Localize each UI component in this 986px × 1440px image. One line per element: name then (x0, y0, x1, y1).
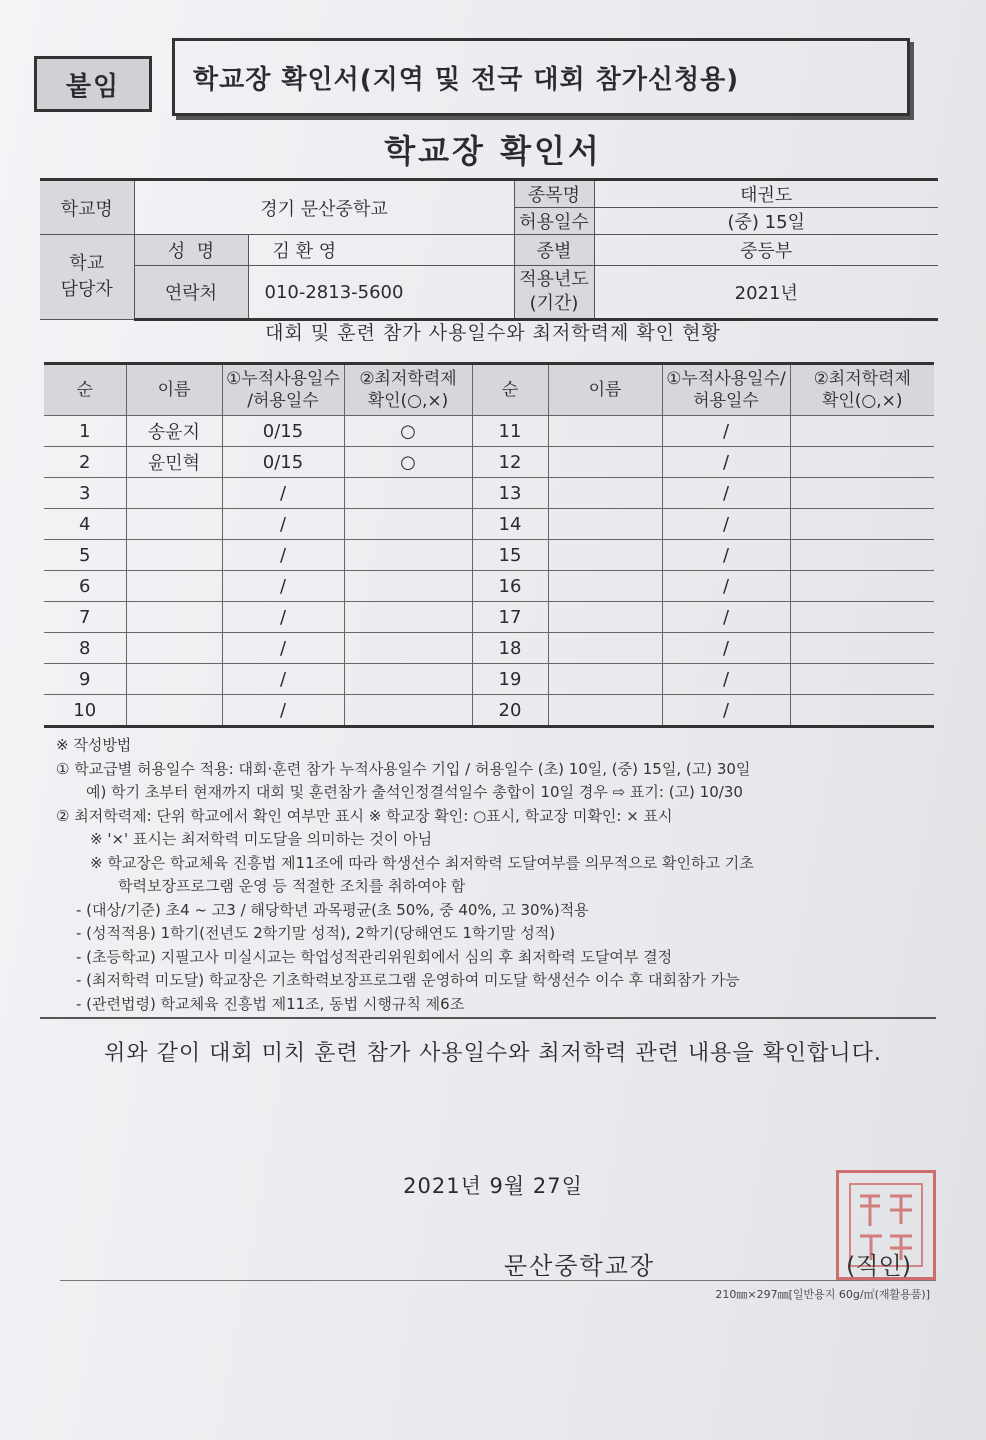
table-cell: / (662, 695, 790, 727)
note-line: - (최저학력 미도달) 학교장은 기초학력보장프로그램 운영하여 미도달 학생선수 이수 후 대회참가 가능 (76, 971, 740, 989)
table-cell (548, 447, 662, 478)
note-line: - (대상/기준) 초4 ~ 고3 / 해당학년 과목평균(초 50%, 중 40%, 고 30%)적용 (76, 900, 589, 919)
table-cell: / (222, 478, 344, 509)
table-cell: / (222, 509, 344, 540)
instructions (56, 734, 936, 1016)
table-cell (790, 447, 934, 478)
table-cell: / (662, 633, 790, 664)
table-row (44, 633, 934, 664)
table-cell (344, 633, 472, 664)
table-header-cell: 이름 (126, 364, 222, 416)
table-cell (126, 695, 222, 727)
table-cell (126, 478, 222, 509)
table-cell: 송윤지 (126, 416, 222, 447)
table-cell: 3 (44, 478, 126, 509)
table-cell (548, 664, 662, 695)
table-cell: 10 (44, 695, 126, 727)
table-cell: 12 (472, 447, 548, 478)
contact-value: 010-2813-5600 (248, 266, 514, 320)
footer-divider (60, 1280, 936, 1281)
event-label: 종목명 (514, 180, 594, 208)
table-cell: / (662, 478, 790, 509)
table-cell: 2 (44, 447, 126, 478)
table-header-cell: ②최저학력제 확인(○,×) (344, 364, 472, 416)
year-value: 2021년 (594, 266, 938, 320)
school-name-label: 학교명 (40, 180, 134, 235)
table-cell: ○ (344, 416, 472, 447)
table-cell: 6 (44, 571, 126, 602)
table-cell (548, 602, 662, 633)
table-cell: 0/15 (222, 416, 344, 447)
table-row (44, 540, 934, 571)
table-cell: / (662, 509, 790, 540)
note-line: - (관련법령) 학교체육 진흥법 제11조, 동법 시행규칙 제6조 (76, 994, 465, 1013)
table-cell (344, 509, 472, 540)
table-cell (548, 695, 662, 727)
table-row (44, 447, 934, 478)
participation-table (44, 362, 934, 728)
table-cell: 1 (44, 416, 126, 447)
section-title: 대회 및 훈련 참가 사용일수와 최저학력제 확인 현황 (265, 322, 721, 344)
table-cell: 8 (44, 633, 126, 664)
table-cell: 윤민혁 (126, 447, 222, 478)
school-manager-label: 학교 담당자 (40, 235, 134, 320)
table-cell (790, 633, 934, 664)
table-cell (790, 664, 934, 695)
form-title: 학교장 확인서(지역 및 전국 대회 참가신청용) (172, 38, 910, 116)
note-line: 학력보장프로그램 운영 등 적절한 조치를 취하여야 함 (118, 877, 466, 895)
table-cell (126, 540, 222, 571)
note-line: ※ '×' 표시는 최저학력 미도달을 의미하는 것이 아님 (90, 830, 433, 848)
table-cell (126, 664, 222, 695)
event-value: 태권도 (594, 180, 938, 208)
confirmation-statement: 위와 같이 대회 미치 훈련 참가 사용일수와 최저학력 관련 내용을 확인합니다. (104, 1041, 882, 1066)
table-header-row (44, 364, 934, 416)
note-line: ① 학교급별 허용일수 적용: 대회·훈련 참가 누적사용일수 기입 / 허용일수 (초) 10일, (중) 15일, (고) 30일 (56, 759, 751, 778)
table-cell: 13 (472, 478, 548, 509)
table-cell (790, 509, 934, 540)
table-cell: / (222, 540, 344, 571)
table-cell (790, 602, 934, 633)
table-cell (548, 509, 662, 540)
table-cell: 7 (44, 602, 126, 633)
table-cell: 14 (472, 509, 548, 540)
category-value: 중등부 (594, 235, 938, 266)
table-cell: 0/15 (222, 447, 344, 478)
note-line: ※ 작성방법 (56, 736, 132, 754)
allowed-days-label: 허용일수 (514, 208, 594, 235)
table-cell: / (222, 571, 344, 602)
attachment-label: 붙임 (34, 56, 152, 112)
table-cell: 15 (472, 540, 548, 571)
table-cell (344, 602, 472, 633)
manager-name-value: 김 환 영 (248, 235, 514, 266)
note-line: 예) 학기 초부터 현재까지 대회 및 훈련참가 출석인정결석일수 총합이 10일 경우 ⇨ 표기: (고) 10/30 (86, 783, 743, 801)
note-line: ② 최저학력제: 단위 학교에서 확인 여부만 표시 ※ 학교장 확인: ○표시, 학교장 미확인: × 표시 (56, 806, 673, 825)
document-title: 학교장 확인서 (384, 132, 602, 170)
table-cell: / (662, 664, 790, 695)
note-line: - (성적적용) 1학기(전년도 2학기말 성적), 2학기(당해연도 1학기말 성적) (76, 924, 556, 942)
table-cell (126, 633, 222, 664)
table-cell: 9 (44, 664, 126, 695)
table-header-cell: 순 (472, 364, 548, 416)
table-row (44, 571, 934, 602)
table-cell: / (662, 416, 790, 447)
school-name-value: 경기 문산중학교 (134, 180, 514, 235)
year-label: 적용년도 (기간) (514, 266, 594, 320)
table-cell: 19 (472, 664, 548, 695)
table-cell: 4 (44, 509, 126, 540)
table-cell (126, 602, 222, 633)
principal-title: 문산중학교장 (504, 1252, 656, 1280)
table-cell (548, 540, 662, 571)
table-cell: 18 (472, 633, 548, 664)
table-cell: 20 (472, 695, 548, 727)
table-cell: 17 (472, 602, 548, 633)
manager-name-label: 성 명 (134, 235, 248, 266)
table-cell: / (662, 447, 790, 478)
table-cell (126, 571, 222, 602)
table-cell (126, 509, 222, 540)
table-cell: / (222, 602, 344, 633)
table-cell (790, 540, 934, 571)
table-header-cell: ②최저학력제 확인(○,×) (790, 364, 934, 416)
table-cell (548, 478, 662, 509)
table-cell: / (662, 540, 790, 571)
school-info-table (40, 178, 938, 321)
table-cell (344, 695, 472, 727)
table-cell: / (222, 664, 344, 695)
table-header-cell: ①누적사용일수/ 허용일수 (662, 364, 790, 416)
table-cell (344, 540, 472, 571)
table-cell: 11 (472, 416, 548, 447)
table-cell (548, 571, 662, 602)
seal-label: (직인) (846, 1252, 912, 1280)
table-row (44, 664, 934, 695)
table-header-cell: 이름 (548, 364, 662, 416)
paper-spec: 210㎜×297㎜[일반용지 60g/㎡(재활용품)] (715, 1288, 930, 1301)
contact-label: 연락처 (134, 266, 248, 320)
table-cell: / (222, 633, 344, 664)
table-cell (790, 571, 934, 602)
table-cell (790, 416, 934, 447)
table-row (44, 695, 934, 727)
table-header-cell: ①누적사용일수 /허용일수 (222, 364, 344, 416)
note-line: ※ 학교장은 학교체육 진흥법 제11조에 따라 학생선수 최저학력 도달여부를 의무적으로 확인하고 기초 (90, 853, 754, 872)
table-row (44, 416, 934, 447)
table-row (44, 478, 934, 509)
table-row (44, 509, 934, 540)
note-line: - (초등학교) 지필고사 미실시교는 학업성적관리위원회에서 심의 후 최저학력 도달여부 결정 (76, 947, 673, 966)
table-cell (548, 416, 662, 447)
allowed-days-value: (중) 15일 (594, 208, 938, 235)
document-date: 2021년 9월 27일 (403, 1174, 583, 1198)
table-cell: / (222, 695, 344, 727)
table-cell: 5 (44, 540, 126, 571)
table-cell (344, 664, 472, 695)
divider (40, 1017, 936, 1019)
table-cell (344, 571, 472, 602)
table-cell: 16 (472, 571, 548, 602)
table-cell (344, 478, 472, 509)
table-row (44, 602, 934, 633)
table-cell (548, 633, 662, 664)
table-cell: / (662, 602, 790, 633)
category-label: 종별 (514, 235, 594, 266)
table-cell (790, 478, 934, 509)
table-cell (790, 695, 934, 727)
table-cell: / (662, 571, 790, 602)
table-cell: ○ (344, 447, 472, 478)
table-header-cell: 순 (44, 364, 126, 416)
